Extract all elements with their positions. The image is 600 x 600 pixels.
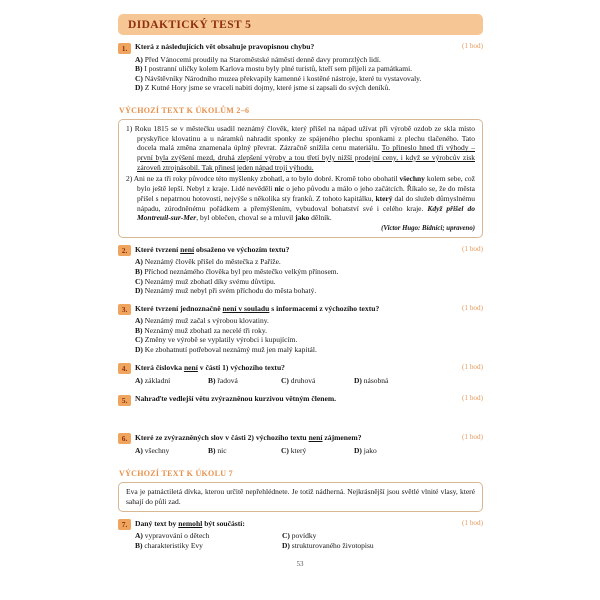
source-text-1-attribution: (Victor Hugo: Bídníci; upraveno) (381, 224, 475, 232)
question-7-options-row-1 (135, 531, 483, 541)
question-1-number-badge: 1. (118, 43, 131, 54)
question-1-options (118, 55, 483, 93)
question-6-option-a: A) všechny (135, 446, 170, 456)
question-5-title: Nahraďte vedlejší větu zvýrazněnou kurzivou větným členem. (135, 394, 337, 404)
question-6-option-c: C) který (281, 446, 307, 456)
question-4-number-badge: 4. (118, 363, 131, 374)
question-4-options (118, 375, 483, 386)
question-7-option-a: A) vypravování o dětech (135, 531, 210, 541)
question-3-option-b: B) Neznámý muž zbohatl za necelé tři roky. (135, 325, 267, 335)
page-content (118, 14, 483, 559)
question-3-number-badge: 3. (118, 304, 131, 315)
question-4-option-d: D) násobná (354, 376, 389, 386)
source-text-1-paragraph-2: 2) Ani ne za tři roky původce této myšlenky zbohatl, a to bylo dobré. Kromě toho obohatil všechny kolem sebe, což bylo ještě lepší. Nebyl z kraje. Lidé nevěděli nic o jeho původu a málo o jeho začátcích. Říkalo se, že do města přišel s nepatrnou hotovostí, nejvýše s několika sty franků. Z tohoto kapitálku, který dal do služeb důmyslnému nápadu, zúrodněnému pořádkem a přemýšlením, vybudoval bohatství své i celého kraje. Když přišel do Montreuil-sur-Mer, byl oblečen, choval se a mluvil jako dělník. (126, 174, 475, 223)
question-2-points: (1 bod) (462, 244, 483, 253)
source-text-heading-2: VÝCHOZÍ TEXT K ÚKOLU 7 (119, 469, 233, 479)
question-1-option-d: D) Z Kutné Hory jsme se vraceli nabiti dojmy, které jsme si zapsali do svých deníků. (135, 83, 391, 93)
question-2-number-badge: 2. (118, 245, 131, 256)
question-7-options (118, 531, 483, 551)
question-2-options (118, 257, 483, 295)
question-5-points: (1 bod) (462, 394, 483, 403)
question-7-title: Daný text by nemohl být součástí: (135, 518, 245, 528)
question-6 (118, 433, 483, 457)
question-1-option-a: A) Před Vánocemi proudily na Staroměstské náměstí denně davy promrzlých lidí. (135, 54, 381, 64)
question-6-title: Které ze zvýrazněných slov v části 2) výchozího textu není zájmenem? (135, 432, 362, 442)
question-7 (118, 519, 483, 551)
question-7-number-badge: 7. (118, 519, 131, 530)
question-3-option-c: C) Změny ve výrobě se vyplatily výrobci i kupujícím. (135, 335, 298, 345)
question-4-points: (1 bod) (462, 362, 483, 371)
question-5-number-badge: 5. (118, 395, 131, 406)
question-1-title: Která z následujících vět obsahuje pravopisnou chybu? (135, 42, 315, 51)
source-text-box-1 (118, 119, 483, 238)
source-text-1-paragraph-1: 1) Roku 1815 se v městečku usadil neznámý člověk, který přišel na nápad užívat při výrobě ozdob ze skla místo pryskyřice klovatinu a u náramků nahradit sponky ze spájeného plechu sponkami z plechu tlačeného. Tato docela malá změna znamenala úplný převrat. Zázračně snížila cenu materiálu. To přineslo hned tři výhody – první byla zvýšení mezd, druhá zlepšení výroby a tou třetí byly nižší prodejní ceny, i když se výrobcův zisk zároveň ztrojnásobil. Tak přinesl jeden nápad trojí výhodu. (126, 123, 475, 172)
question-7-option-d: D) strukturovaného životopisu (282, 540, 374, 550)
question-2-header (118, 245, 483, 257)
question-4-option-b: B) řadová (208, 376, 238, 386)
source-text-box-2 (118, 482, 483, 511)
source-text-heading-1: VÝCHOZÍ TEXT K ÚKOLŮM 2–6 (119, 105, 250, 115)
question-3-options (118, 316, 483, 354)
question-3-points: (1 bod) (462, 303, 483, 312)
page-number: 53 (296, 560, 304, 568)
question-7-options-row-2 (135, 541, 483, 551)
question-1 (118, 42, 483, 93)
source-text-2-paragraph: Eva je patnáctiletá dívka, kterou určitě nepřehlédnete. Je totiž nádherná. Nejkrásnější jsou světlé vlnité vlasy, které sahají do půli zad. (126, 487, 475, 506)
question-5 (118, 394, 483, 406)
question-2-option-a: A) Neznámý člověk přišel do městečka z Paříže. (135, 257, 281, 267)
question-3-option-a: A) Neznámý muž začal s výrobou klovatiny. (135, 316, 269, 326)
question-2-option-b: B) Příchod neznámého člověka byl pro městečko velkým přínosem. (135, 267, 339, 276)
question-6-options (118, 445, 483, 456)
question-3-title: Které tvrzení jednoznačně není v souladu s informacemi z výchozího textu? (135, 303, 380, 313)
question-4-option-a: A) základní (135, 376, 171, 386)
question-6-option-d: D) jako (354, 446, 377, 456)
question-3-option-d: D) Ke zbohatnutí potřeboval neznámý muž jen malý kapitál. (135, 345, 317, 355)
question-6-header (118, 433, 483, 445)
question-1-points: (1 bod) (462, 42, 483, 50)
question-7-header (118, 519, 483, 531)
question-1-option-b: B) I postranní uličky kolem Karlova mostu byly plné turistů, kteří sem přijeli za památkami. (135, 64, 413, 74)
question-2-option-d: D) Neznámý muž nebyl při svém příchodu do města bohatý. (135, 286, 317, 296)
question-6-option-b: B) nic (208, 446, 227, 456)
question-3-header (118, 304, 483, 316)
question-4-title: Která číslovka není v části 1) výchozího textu? (135, 362, 285, 372)
question-3 (118, 304, 483, 355)
question-4-header (118, 363, 483, 375)
question-7-option-c: C) povídky (282, 531, 317, 541)
question-6-points: (1 bod) (462, 432, 483, 441)
question-4 (118, 363, 483, 387)
test-title-banner: DIDAKTICKÝ TEST 5 (118, 14, 483, 35)
question-2-option-c: C) Neznámý muž zbohatl díky svému důvtipu. (135, 276, 276, 286)
question-1-header (118, 42, 483, 54)
question-5-header (118, 394, 483, 406)
question-2 (118, 245, 483, 296)
question-7-option-b: B) charakteristiky Evy (135, 540, 203, 550)
question-6-number-badge: 6. (118, 433, 131, 444)
question-1-option-c: C) Návštěvníky Národního muzea překvapily kamenné i kostěné nástroje, které tu vystavovaly. (135, 73, 422, 83)
question-4-option-c: C) druhová (281, 376, 316, 386)
question-2-title: Které tvrzení není obsaženo ve výchozím textu? (135, 244, 290, 254)
question-7-points: (1 bod) (462, 518, 483, 527)
